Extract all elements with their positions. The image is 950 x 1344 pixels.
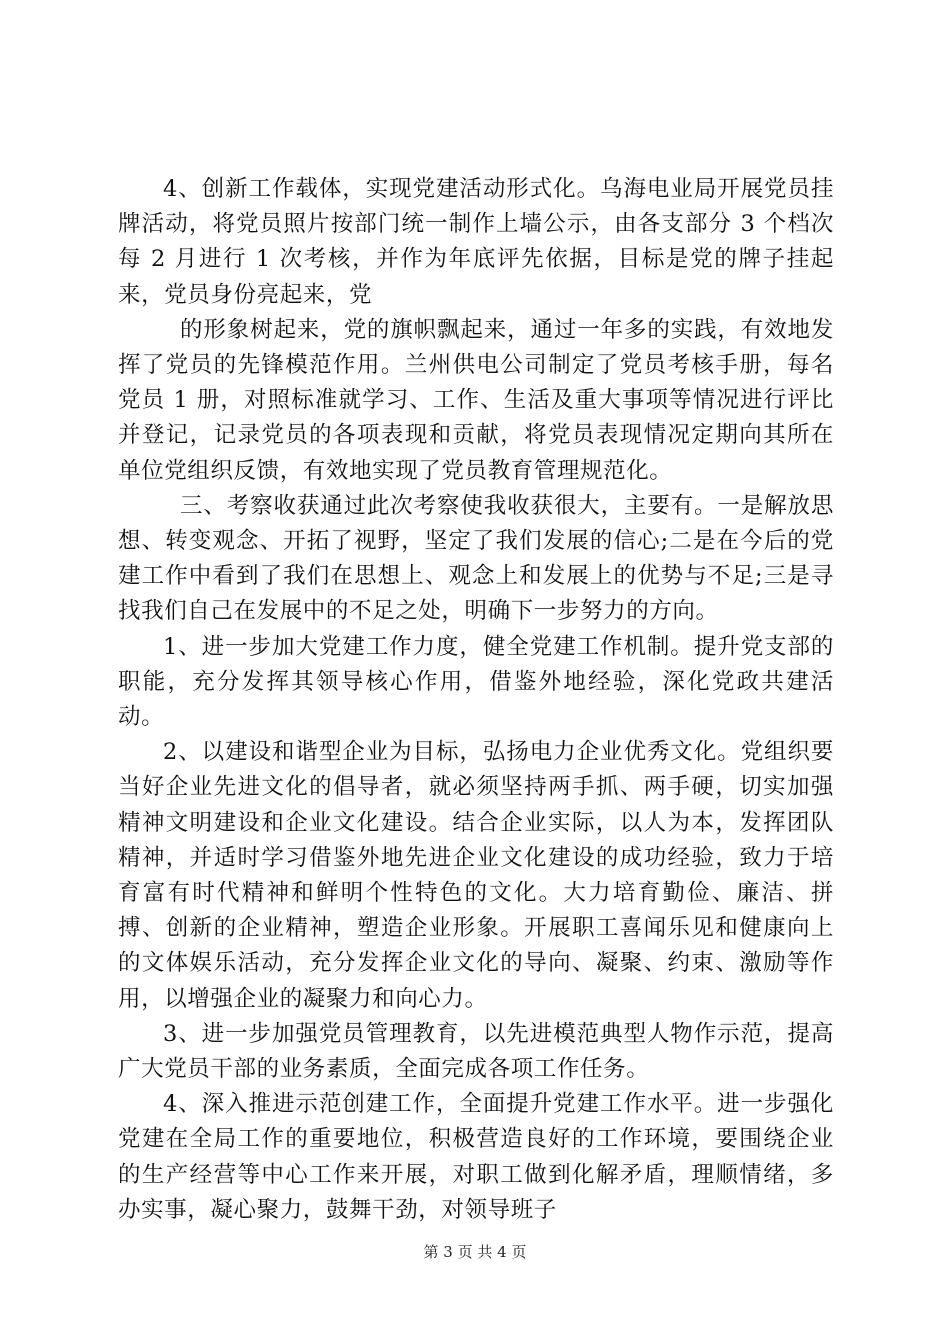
document-body xyxy=(118,172,834,1228)
paragraph-party-image-continued: 的形象树起来，党的旗帜飘起来，通过一年多的实践，有效地发挥了党员的先锋模范作用。兰州供电公司制定了党员考核手册，每名党员 1 册，对照标准就学习、工作、生活及重大事项等情况进行评比并登记，记录党员的各项表现和贡献，将党员表现情况定期向其所在单位党组织反馈，有效地实现了党员教育管理规范化。 xyxy=(118,316,834,484)
paragraph-item-4: 4、深入推进示范创建工作，全面提升党建工作水平。进一步强化党建在全局工作的重要地位，积极营造良好的工作环境，要围绕企业的生产经营等中心工作来开展，对职工做到化解矛盾，理顺情绪，多办实事，凝心聚力，鼓舞干劲，对领导班子 xyxy=(118,1091,834,1223)
paragraph-inspection-gains: 三、考察收获通过此次考察使我收获很大，主要有。一是解放思想、转变观念、开拓了视野，坚定了我们发展的信心;二是在今后的党建工作中看到了我们在思想上、观念上和发展上的优势与不足;三是寻找我们自己在发展中的不足之处，明确下一步努力的方向。 xyxy=(118,492,834,625)
paragraph-innovation-carrier: 4、创新工作载体，实现党建活动形式化。乌海电业局开展党员挂牌活动，将党员照片按部门统一制作上墙公示，由各支部分 3 个档次每 2 月进行 1 次考核，并作为年底评先依据，目标是党的牌子挂起来，党员身份亮起来，党 xyxy=(118,176,834,308)
paragraph-item-3: 3、进一步加强党员管理教育，以先进模范典型人物作示范，提高广大党员干部的业务素质，全面完成各项工作任务。 xyxy=(118,1020,834,1083)
page-number-label: 第 3 页 共 4 页 xyxy=(423,1243,527,1261)
page-footer xyxy=(0,1242,950,1262)
paragraph-item-2: 2、以建设和谐型企业为目标，弘扬电力企业优秀文化。党组织要当好企业先进文化的倡导者，就必须坚持两手抓、两手硬，切实加强精神文明建设和企业文化建设。结合企业实际，以人为本，发挥团队精神，并适时学习借鉴外地先进企业文化建设的成功经验，致力于培育富有时代精神和鲜明个性特色的文化。大力培育勤俭、廉洁、拼搏、创新的企业精神，塑造企业形象。开展职工喜闻乐见和健康向上的文体娱乐活动，充分发挥企业文化的导向、凝聚、约束、激励等作用，以增强企业的凝聚力和向心力。 xyxy=(118,739,834,1012)
paragraph-item-1: 1、进一步加大党建工作力度，健全党建工作机制。提升党支部的职能，充分发挥其领导核心作用，借鉴外地经验，深化党政共建活动。 xyxy=(118,633,834,731)
